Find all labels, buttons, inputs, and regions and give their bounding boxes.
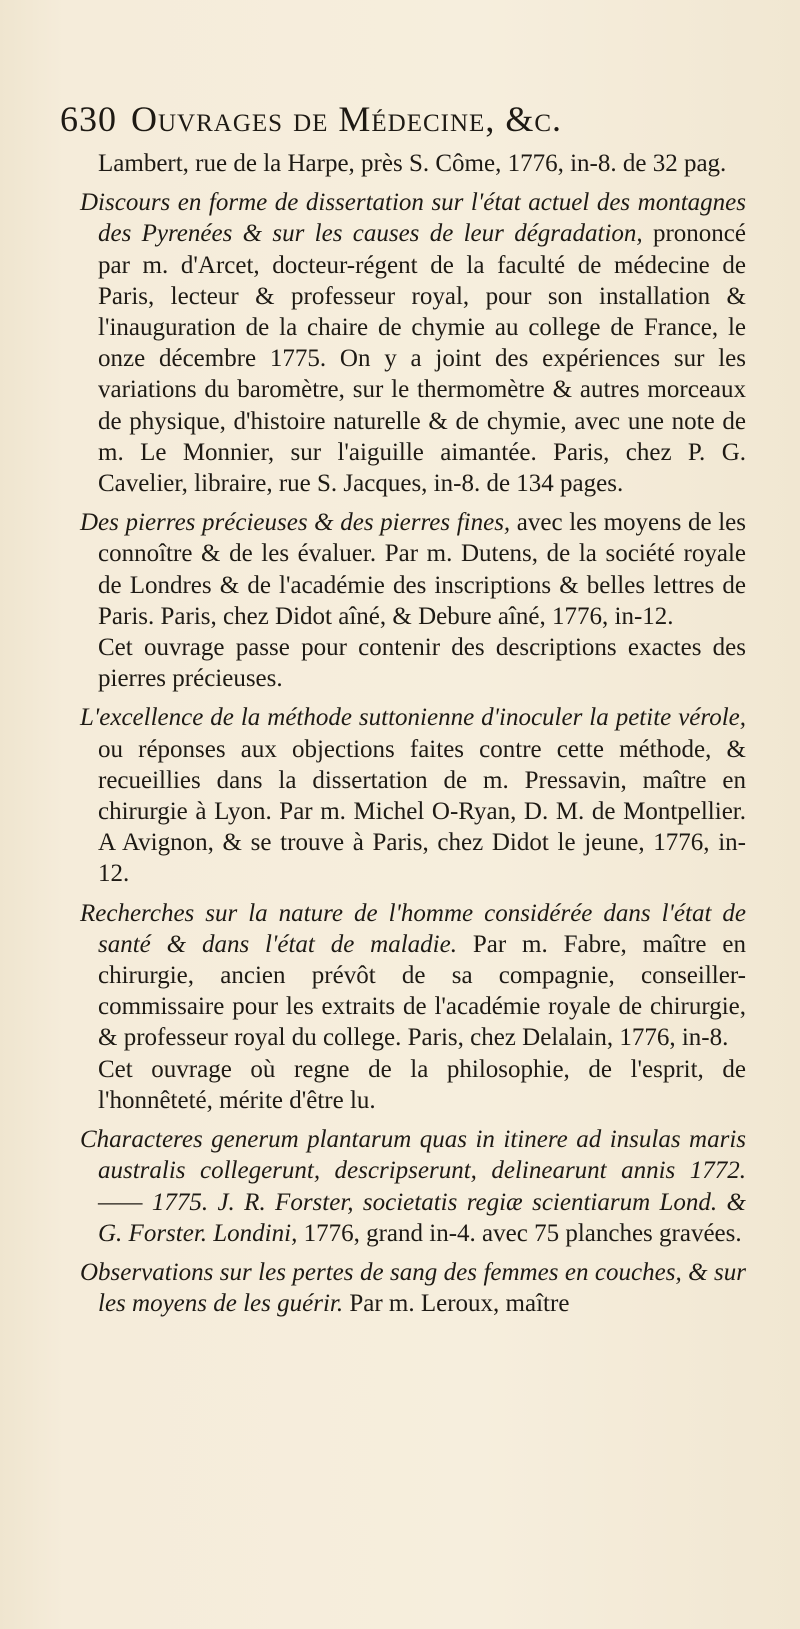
entry-text: ou réponses aux objections faites contre cette méthode, & recueillies dans la dissertation de m. Pressavin, maître en chirurgie à Lyon. Par m. Michel O-Ryan, D. M. de Montpellier. A Avignon, & se trouve à Paris, chez Didot le jeune, 1776, in-12. xyxy=(98,735,746,888)
entry-title: Des pierres précieuses & des pierres fines, xyxy=(80,509,511,537)
entry-title: Discours en forme de dissertation sur l'état actuel des montagnes des Pyrenées & sur les causes de leur dégradation, xyxy=(80,189,746,248)
entry-text: Par m. Leroux, maître xyxy=(349,1290,570,1318)
entry-title: L'excellence de la méthode suttonienne d'inoculer la petite vérole, xyxy=(80,704,746,732)
entry-text: avec les moyens de les connoître & de les évaluer. Par m. Dutens, de la société royale de Londres & de l'académie des inscriptions & belles lettres de Paris. Paris, chez Didot aîné, & Debure aîné, 1776, in-12. xyxy=(98,509,746,630)
entry-note: Cet ouvrage où regne de la philosophie, de l'esprit, de l'honnêteté, mérite d'être lu. xyxy=(98,1055,746,1114)
entry-text: Lambert, rue de la Harpe, près S. Côme, 1776, in-8. de 32 pag. xyxy=(98,150,727,177)
running-title: Ouvrages de Médecine, &c. xyxy=(131,99,562,139)
entry-text: 1776, grand in-4. avec 75 planches gravées. xyxy=(303,1219,742,1247)
bibliography-entry xyxy=(80,702,746,889)
entry-title: Characteres generum plantarum quas in itinere ad insulas maris australis collegerunt, descripserunt, delinearunt annis 1772. —— 1775. J. R. Forster, societatis regiæ scientiarum Lond. & G. Forster. Londini, xyxy=(80,1126,746,1247)
bibliography-entry xyxy=(80,1124,746,1249)
bibliography-entry xyxy=(80,507,746,694)
running-header xyxy=(60,96,760,142)
entry-text: prononcé par m. d'Arcet, docteur-régent de la faculté de médecine de Paris, lecteur & professeur royal, pour son installation & l'inauguration de la chaire de chymie au college de France, le onze décembre 1775. On y a joint des expériences sur les variations du baromètre, sur le thermomètre & autres morceaux de physique, d'histoire naturelle & de chymie, avec une note de m. Le Monnier, sur l'aiguille aimantée. Paris, chez P. G. Cavelier, libraire, rue S. Jacques, in-8. de 134 pages. xyxy=(98,220,747,498)
bibliography-entry xyxy=(80,1257,746,1319)
page-body xyxy=(80,148,746,1327)
entry-title: Recherches sur la nature de l'homme considérée dans l'état de santé & dans l'état de maladie. xyxy=(80,899,746,958)
entry-note: Cet ouvrage passe pour contenir des descriptions exactes des pierres précieuses. xyxy=(98,634,746,693)
entry-text: Par m. Fabre, maître en chirurgie, ancien prévôt de sa compagnie, conseiller-commissaire pour les extraits de l'académie royale de chirurgie, & professeur royal du college. Paris, chez Delalain, 1776, in-8. xyxy=(98,930,746,1052)
page-number: 630 xyxy=(60,99,117,139)
entry-title: Observations sur les pertes de sang des femmes en couches, & sur les moyens de les guérir. xyxy=(80,1258,746,1318)
bibliography-entry xyxy=(80,148,746,179)
bibliography-entry xyxy=(80,187,746,499)
bibliography-entry xyxy=(80,898,746,1116)
